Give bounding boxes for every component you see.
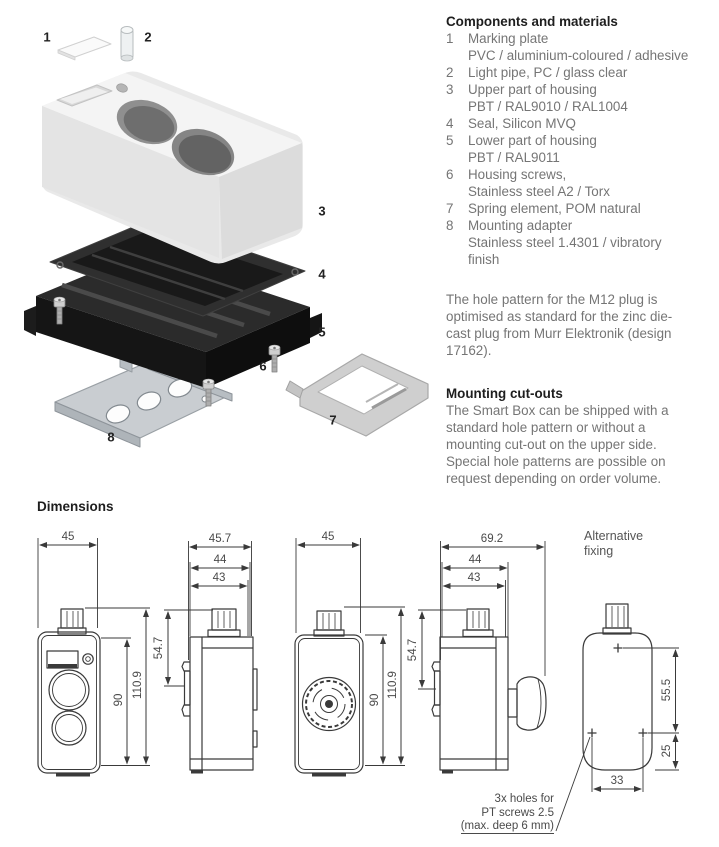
dim-width-44: 44	[213, 554, 227, 566]
drawing-alt-fixing	[556, 604, 679, 831]
part-label-6: 6	[259, 358, 267, 374]
part-label-3: 3	[318, 203, 326, 219]
dim-width-44: 44	[468, 554, 482, 566]
dim-height-54-7: 54.7	[407, 638, 419, 662]
component-item	[446, 132, 718, 166]
upper-housing-part	[42, 72, 303, 264]
part-label-1: 1	[43, 29, 51, 45]
m12-connector	[606, 604, 628, 628]
dim-height-110-9: 110.9	[387, 671, 399, 699]
device-body-side	[190, 637, 253, 770]
mounting-cutouts-title: Mounting cut-outs	[446, 386, 563, 401]
estop-knob	[517, 677, 546, 730]
component-text: Light pipe, PC / glass clear	[468, 65, 628, 80]
dim-spacing-33: 33	[610, 775, 624, 787]
callout-line-underlined: (max. deep 6 mm)	[460, 820, 554, 832]
callout-line: PT screws 2.5	[481, 806, 554, 819]
component-number: 4	[446, 116, 454, 131]
component-item	[446, 64, 718, 81]
callout-line: 3x holes for	[494, 793, 554, 805]
dim-width-69-2: 69.2	[480, 533, 504, 545]
part-label-2: 2	[144, 29, 152, 45]
light-pipe-part	[121, 27, 133, 62]
fixing-hole-mark-top	[614, 644, 623, 653]
dim-width-45: 45	[61, 531, 75, 543]
dim-width-45: 45	[321, 531, 335, 543]
part-label-8: 8	[107, 429, 115, 445]
fixing-hole-mark-left	[588, 729, 597, 738]
part-label-7: 7	[329, 412, 337, 428]
drawing-side-view	[164, 541, 257, 774]
part-label-5: 5	[318, 324, 326, 340]
component-item	[446, 81, 718, 115]
button-upper	[49, 670, 89, 710]
drawing-front-two-buttons	[38, 538, 150, 777]
dim-height-90: 90	[369, 693, 381, 707]
component-number: 8	[446, 218, 454, 233]
component-number: 3	[446, 82, 454, 97]
marking-plate-part	[58, 37, 111, 60]
hole-pattern-note: The hole pattern for the M12 plug is optimised as standard for the zinc die- cast plug from Murr Elektronik (design 17162).	[446, 292, 673, 358]
component-text: Marking plate PVC / aluminium-coloured / adhesive	[468, 31, 689, 63]
button-lower	[52, 711, 86, 745]
callout-leader-line	[556, 737, 590, 831]
dim-height-90: 90	[113, 693, 125, 707]
device-body-side	[440, 637, 508, 770]
component-item	[446, 166, 718, 200]
dim-offset-25: 25	[661, 744, 673, 758]
dim-height-110-9: 110.9	[132, 671, 144, 699]
alternative-fixing-label: Alternative fixing	[584, 529, 644, 558]
component-item	[446, 200, 718, 217]
component-text: Housing screws, Stainless steel A2 / Torx	[468, 167, 610, 199]
component-text: Seal, Silicon MVQ	[468, 116, 576, 131]
dim-height-54-7: 54.7	[153, 636, 165, 660]
drawing-front-estop	[295, 538, 405, 777]
spring-element-part	[286, 354, 428, 436]
fixing-hole-mark-right	[639, 729, 648, 738]
dim-width-43: 43	[467, 572, 481, 584]
components-column	[446, 13, 718, 487]
component-item	[446, 115, 718, 132]
component-number: 6	[446, 167, 454, 182]
din-clip-hook	[432, 662, 440, 671]
component-number: 1	[446, 31, 454, 46]
estop-collar	[508, 689, 517, 717]
screw-holes-callout	[428, 793, 554, 834]
component-text: Upper part of housing PBT / RAL9010 / RAL1004	[468, 82, 628, 114]
m12-connector	[467, 609, 489, 630]
components-title: Components and materials	[446, 14, 618, 29]
device-body-rear	[583, 633, 652, 770]
dim-width-45-7: 45.7	[208, 533, 232, 545]
component-number: 5	[446, 133, 454, 148]
dimensions-title: Dimensions	[37, 499, 114, 514]
component-number: 7	[446, 201, 454, 216]
dim-offset-55-5: 55.5	[661, 678, 673, 702]
component-item	[446, 30, 718, 64]
dim-width-43: 43	[212, 572, 226, 584]
component-text: Mounting adapter Stainless steel 1.4301 / vibratory finish	[468, 218, 662, 267]
drawing-side-estop	[418, 541, 546, 774]
exploded-view-diagram	[24, 27, 428, 448]
m12-connector	[61, 609, 83, 628]
mounting-cutouts-body: The Smart Box can be shipped with a standard hole pattern or without a mounting cut-out on the upper side. Special hole patterns are possible on request depending on order volume.	[446, 403, 669, 486]
din-clip-hook	[182, 662, 190, 671]
indicator-light	[83, 654, 93, 664]
component-text: Lower part of housing PBT / RAL9011	[468, 133, 597, 165]
component-number: 2	[446, 65, 454, 80]
component-text: Spring element, POM natural	[468, 201, 641, 216]
component-item	[446, 217, 718, 268]
part-label-4: 4	[318, 266, 326, 282]
